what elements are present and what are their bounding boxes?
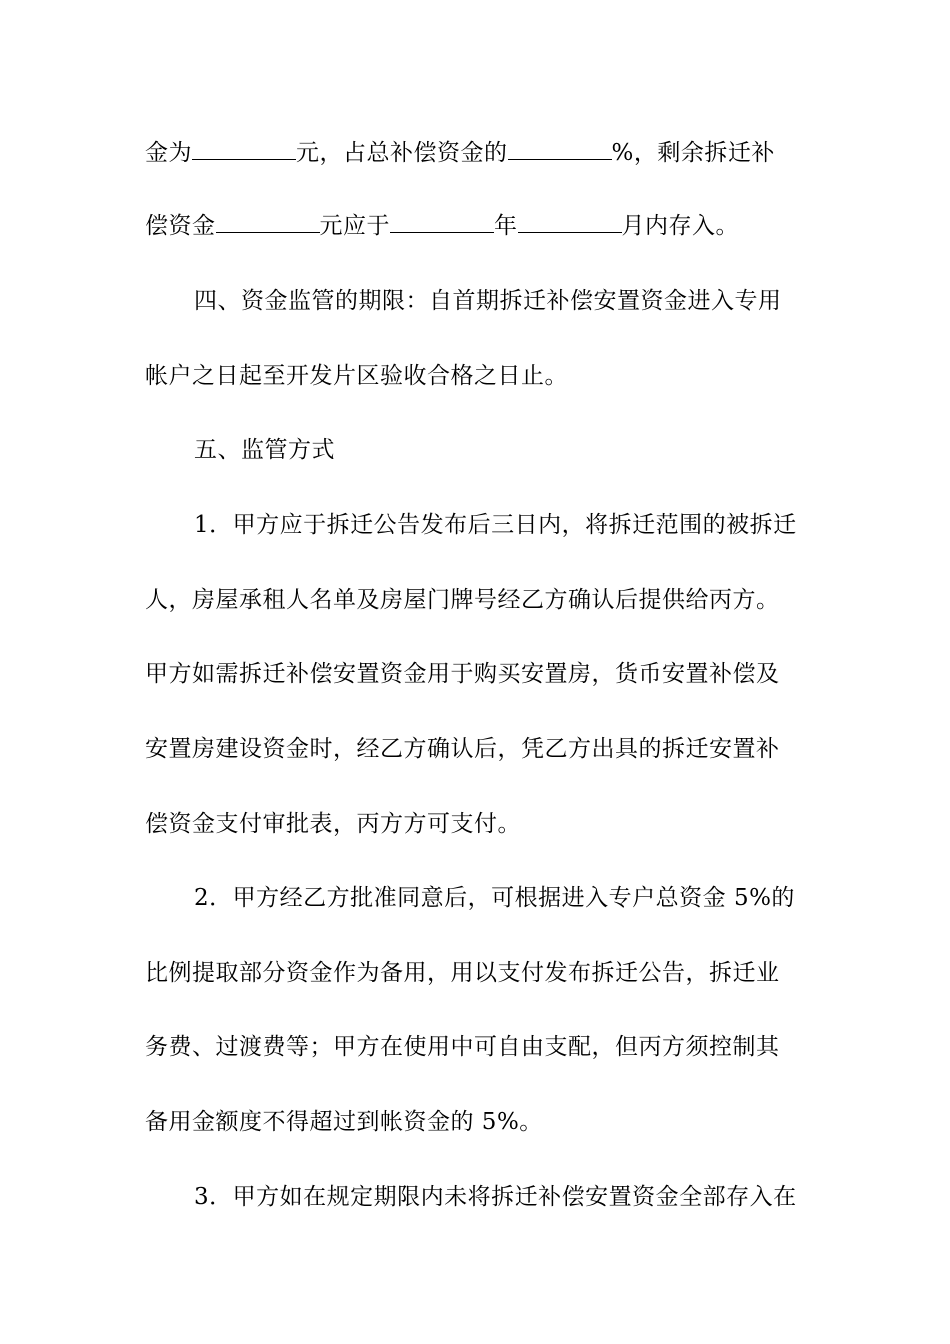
text-line-15: 3．甲方如在规定期限内未将拆迁补偿安置资金全部存入在 bbox=[194, 1184, 797, 1210]
text-segment: 元应于 bbox=[319, 213, 390, 239]
blank-field bbox=[518, 208, 622, 233]
text-line-10: 偿资金支付审批表，丙方方可支付。 bbox=[145, 811, 521, 837]
text-line-7: 人，房屋承租人名单及房屋门牌号经乙方确认后提供给丙方。 bbox=[145, 587, 780, 613]
blank-field bbox=[192, 135, 296, 160]
text-line-9: 安置房建设资金时，经乙方确认后，凭乙方出具的拆迁安置补 bbox=[145, 736, 780, 762]
text-line-1 bbox=[145, 135, 810, 171]
text-line-4: 帐户之日起至开发片区验收合格之日止。 bbox=[145, 363, 568, 389]
text-line-8: 甲方如需拆迁补偿安置资金用于购买安置房，货币安置补偿及 bbox=[145, 661, 780, 687]
text-line-6: 1．甲方应于拆迁公告发布后三日内，将拆迁范围的被拆迁 bbox=[194, 512, 797, 538]
text-line-3: 四、资金监管的期限：自首期拆迁补偿安置资金进入专用 bbox=[194, 288, 782, 314]
text-segment: 年 bbox=[494, 213, 518, 239]
text-segment: 偿资金 bbox=[145, 213, 216, 239]
text-segment: %，剩余拆迁补 bbox=[611, 140, 775, 166]
text-line-11: 2．甲方经乙方批准同意后，可根据进入专户总资金 5%的 bbox=[194, 885, 795, 911]
blank-field bbox=[216, 208, 320, 233]
section-heading: 五、监管方式 bbox=[194, 437, 335, 463]
text-segment: 金为 bbox=[145, 140, 192, 166]
text-line-2 bbox=[145, 208, 810, 244]
text-line-12: 比例提取部分资金作为备用，用以支付发布拆迁公告，拆迁业 bbox=[145, 960, 780, 986]
text-line-14: 备用金额度不得超过到帐资金的 5%。 bbox=[145, 1109, 543, 1135]
blank-field bbox=[390, 208, 494, 233]
text-segment: 元，占总补偿资金的 bbox=[296, 140, 508, 166]
blank-field bbox=[508, 135, 612, 160]
text-segment: 月内存入。 bbox=[621, 213, 739, 239]
text-line-13: 务费、过渡费等；甲方在使用中可自由支配，但丙方须控制其 bbox=[145, 1034, 780, 1060]
